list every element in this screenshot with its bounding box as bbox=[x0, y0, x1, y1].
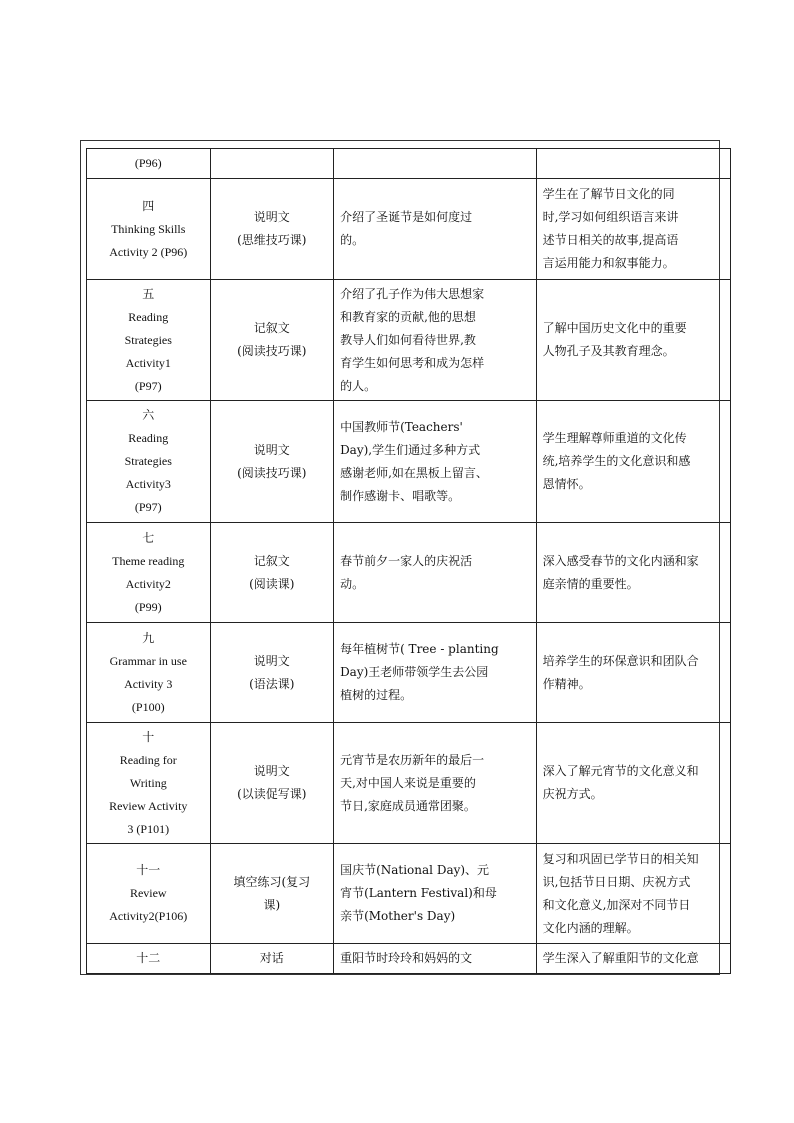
cell-text-line: Writing bbox=[129, 775, 167, 790]
cell-text-line: (阅读技巧课) bbox=[237, 465, 307, 480]
cell-text-line: (P100) bbox=[131, 699, 165, 714]
cell-text-line: 的。 bbox=[340, 233, 365, 247]
cell-text-line: Review bbox=[129, 886, 167, 900]
cell-text-line: 每年植树节( Tree - planting bbox=[340, 642, 499, 656]
table-row bbox=[87, 280, 731, 401]
cell-text-line: 的人。 bbox=[340, 378, 377, 393]
cell-text-line: 3 (P101) bbox=[127, 821, 170, 836]
table-row bbox=[87, 401, 731, 523]
cell-text-line: 课) bbox=[263, 897, 281, 912]
cell-text-line: 说明文 bbox=[253, 210, 290, 224]
lesson-number-cell bbox=[87, 623, 211, 723]
cell-text-line: 说明文 bbox=[253, 442, 290, 457]
lesson-number-cell bbox=[87, 280, 211, 401]
content-summary-cell bbox=[334, 723, 537, 844]
cell-text-line: 五 bbox=[142, 286, 155, 301]
table-row bbox=[87, 149, 731, 179]
cell-text-line: 十一 bbox=[136, 863, 161, 877]
cell-text-line: 亲节(Mother's Day) bbox=[340, 909, 456, 923]
cell-text-line: 述节日相关的故事,提高语 bbox=[542, 233, 679, 247]
cell-text-line: (P99) bbox=[134, 599, 162, 614]
cell-text-line: 春节前夕一家人的庆祝活 bbox=[340, 553, 473, 568]
cell-text-line: 六 bbox=[142, 408, 155, 422]
cell-text-line: 和教育家的贡献,他的思想 bbox=[340, 309, 476, 324]
content-summary-cell bbox=[334, 401, 537, 523]
cell-text-line: 深入感受春节的文化内涵和家 bbox=[542, 553, 699, 568]
lesson-number-cell bbox=[87, 179, 211, 280]
cell-text-line: Activity 2 (P96) bbox=[109, 244, 188, 259]
cell-text-line: (P97) bbox=[134, 378, 162, 393]
cell-text-line: 元宵节是农历新年的最后一 bbox=[340, 752, 485, 767]
table-body bbox=[87, 149, 731, 974]
cell-text-line: Activity3 bbox=[125, 477, 171, 491]
cell-text-line: (P96) bbox=[134, 156, 162, 170]
cell-text-line: 十二 bbox=[136, 951, 161, 965]
cell-text-line: Activity1 bbox=[125, 355, 171, 370]
cell-text-line: Activity2 bbox=[125, 576, 171, 591]
text-type-cell bbox=[210, 844, 334, 944]
text-type-cell bbox=[210, 280, 334, 401]
cell-text-line: 识,包括节日日期、庆祝方式 bbox=[542, 874, 691, 889]
cell-text-line: 十 bbox=[142, 729, 155, 744]
lesson-number-cell bbox=[87, 523, 211, 623]
cell-text-line: Strategies bbox=[124, 454, 172, 468]
teaching-goal-cell bbox=[536, 623, 730, 723]
cell-text-line: 动。 bbox=[340, 576, 365, 591]
cell-text-line: Strategies bbox=[124, 332, 172, 347]
cell-text-line: 感谢老师,如在黑板上留言、 bbox=[340, 465, 488, 480]
lesson-number-cell bbox=[87, 944, 211, 974]
cell-text-line: 庆祝方式。 bbox=[542, 787, 603, 801]
cell-text-line: 重阳节时玲玲和妈妈的文 bbox=[340, 951, 473, 965]
cell-text-line: 统,培养学生的文化意识和感 bbox=[542, 454, 691, 468]
cell-text-line: 记叙文 bbox=[253, 553, 290, 568]
cell-text-line: Review Activity bbox=[109, 798, 188, 813]
cell-text-line: 节日,家庭成员通常团聚。 bbox=[340, 798, 476, 813]
cell-text-line: 学生理解尊师重道的文化传 bbox=[542, 431, 687, 445]
lesson-number-cell bbox=[87, 149, 211, 179]
table-row bbox=[87, 944, 731, 974]
content-summary-cell bbox=[334, 623, 537, 723]
cell-text-line: 记叙文 bbox=[253, 321, 290, 335]
teaching-goal-cell bbox=[536, 523, 730, 623]
cell-text-line: 教导人们如何看待世界,教 bbox=[340, 332, 476, 347]
cell-text-line: 和文化意义,加深对不同节日 bbox=[542, 897, 691, 912]
teaching-goal-cell bbox=[536, 280, 730, 401]
text-type-cell bbox=[210, 401, 334, 523]
cell-text-line: 九 bbox=[142, 630, 155, 645]
cell-text-line: Activity 3 bbox=[124, 676, 173, 691]
text-type-cell bbox=[210, 944, 334, 974]
text-type-cell bbox=[210, 523, 334, 623]
teaching-goal-cell bbox=[536, 179, 730, 280]
content-summary-cell bbox=[334, 523, 537, 623]
teaching-goal-cell bbox=[536, 844, 730, 944]
content-summary-cell bbox=[334, 149, 537, 179]
lesson-plan-table bbox=[86, 148, 731, 974]
cell-text-line: 言运用能力和叙事能力。 bbox=[542, 256, 675, 270]
cell-text-line: 作精神。 bbox=[542, 676, 591, 691]
cell-text-line: 庭亲情的重要性。 bbox=[542, 576, 639, 591]
cell-text-line: (阅读课) bbox=[249, 576, 295, 591]
lesson-number-cell bbox=[87, 401, 211, 523]
table-row bbox=[87, 723, 731, 844]
cell-text-line: 深入了解元宵节的文化意义和 bbox=[542, 764, 699, 778]
cell-text-line: 学生深入了解重阳节的文化意 bbox=[542, 951, 699, 965]
content-summary-cell bbox=[334, 179, 537, 280]
cell-text-line: 介绍了孔子作为伟大思想家 bbox=[340, 286, 485, 301]
cell-text-line: 宵节(Lantern Festival)和母 bbox=[340, 886, 497, 900]
cell-text-line: Reading for bbox=[119, 752, 177, 767]
cell-text-line: Day),学生们通过多种方式 bbox=[340, 442, 481, 457]
cell-text-line: 国庆节(National Day)、元 bbox=[340, 863, 490, 877]
cell-text-line: 中国教师节(Teachers' bbox=[340, 419, 463, 434]
cell-text-line: (思维技巧课) bbox=[237, 233, 307, 247]
teaching-goal-cell bbox=[536, 149, 730, 179]
cell-text-line: 说明文 bbox=[253, 764, 290, 778]
cell-text-line: Day)王老师带领学生去公园 bbox=[340, 665, 489, 679]
cell-text-line: 制作感谢卡、唱歌等。 bbox=[340, 488, 461, 503]
cell-text-line: Grammar in use bbox=[109, 653, 187, 668]
cell-text-line: Reading bbox=[128, 431, 169, 445]
cell-text-line: 时,学习如何组织语言来讲 bbox=[542, 210, 679, 224]
cell-text-line: (阅读技巧课) bbox=[237, 344, 307, 358]
cell-text-line: (语法课) bbox=[249, 676, 295, 691]
cell-text-line: 七 bbox=[142, 530, 155, 545]
table-row bbox=[87, 523, 731, 623]
cell-text-line: 植树的过程。 bbox=[340, 688, 413, 702]
content-summary-cell bbox=[334, 944, 537, 974]
cell-text-line: 了解中国历史文化中的重要 bbox=[542, 321, 687, 335]
teaching-goal-cell bbox=[536, 944, 730, 974]
cell-text-line: Activity2(P106) bbox=[109, 909, 188, 923]
cell-text-line: 四 bbox=[142, 198, 155, 213]
cell-text-line: 人物孔子及其教育理念。 bbox=[542, 344, 675, 358]
lesson-number-cell bbox=[87, 844, 211, 944]
cell-text-line: 恩情怀。 bbox=[542, 477, 591, 491]
cell-text-line: 学生在了解节日文化的同 bbox=[542, 187, 675, 201]
lesson-number-cell bbox=[87, 723, 211, 844]
cell-text-line: 育学生如何思考和成为怎样 bbox=[340, 355, 485, 370]
cell-text-line: (以读促写课) bbox=[237, 787, 307, 801]
table-row bbox=[87, 179, 731, 280]
cell-text-line: 培养学生的环保意识和团队合 bbox=[542, 653, 699, 668]
teaching-goal-cell bbox=[536, 723, 730, 844]
content-summary-cell bbox=[334, 844, 537, 944]
cell-text-line: (P97) bbox=[134, 500, 162, 514]
cell-text-line: 天,对中国人来说是重要的 bbox=[340, 775, 476, 790]
cell-text-line: 介绍了圣诞节是如何度过 bbox=[340, 210, 473, 224]
table-row bbox=[87, 623, 731, 723]
table-row bbox=[87, 844, 731, 944]
cell-text-line: Thinking Skills bbox=[111, 221, 186, 236]
cell-text-line: 复习和巩固已学节日的相关知 bbox=[542, 851, 699, 866]
teaching-goal-cell bbox=[536, 401, 730, 523]
text-type-cell bbox=[210, 149, 334, 179]
cell-text-line: 填空练习(复习 bbox=[233, 874, 311, 889]
text-type-cell bbox=[210, 179, 334, 280]
content-summary-cell bbox=[334, 280, 537, 401]
cell-text-line: 对话 bbox=[259, 951, 284, 965]
cell-text-line: 说明文 bbox=[253, 653, 290, 668]
text-type-cell bbox=[210, 723, 334, 844]
cell-text-line: Reading bbox=[128, 309, 169, 324]
cell-text-line: 文化内涵的理解。 bbox=[542, 920, 639, 935]
cell-text-line: Theme reading bbox=[112, 553, 185, 568]
text-type-cell bbox=[210, 623, 334, 723]
